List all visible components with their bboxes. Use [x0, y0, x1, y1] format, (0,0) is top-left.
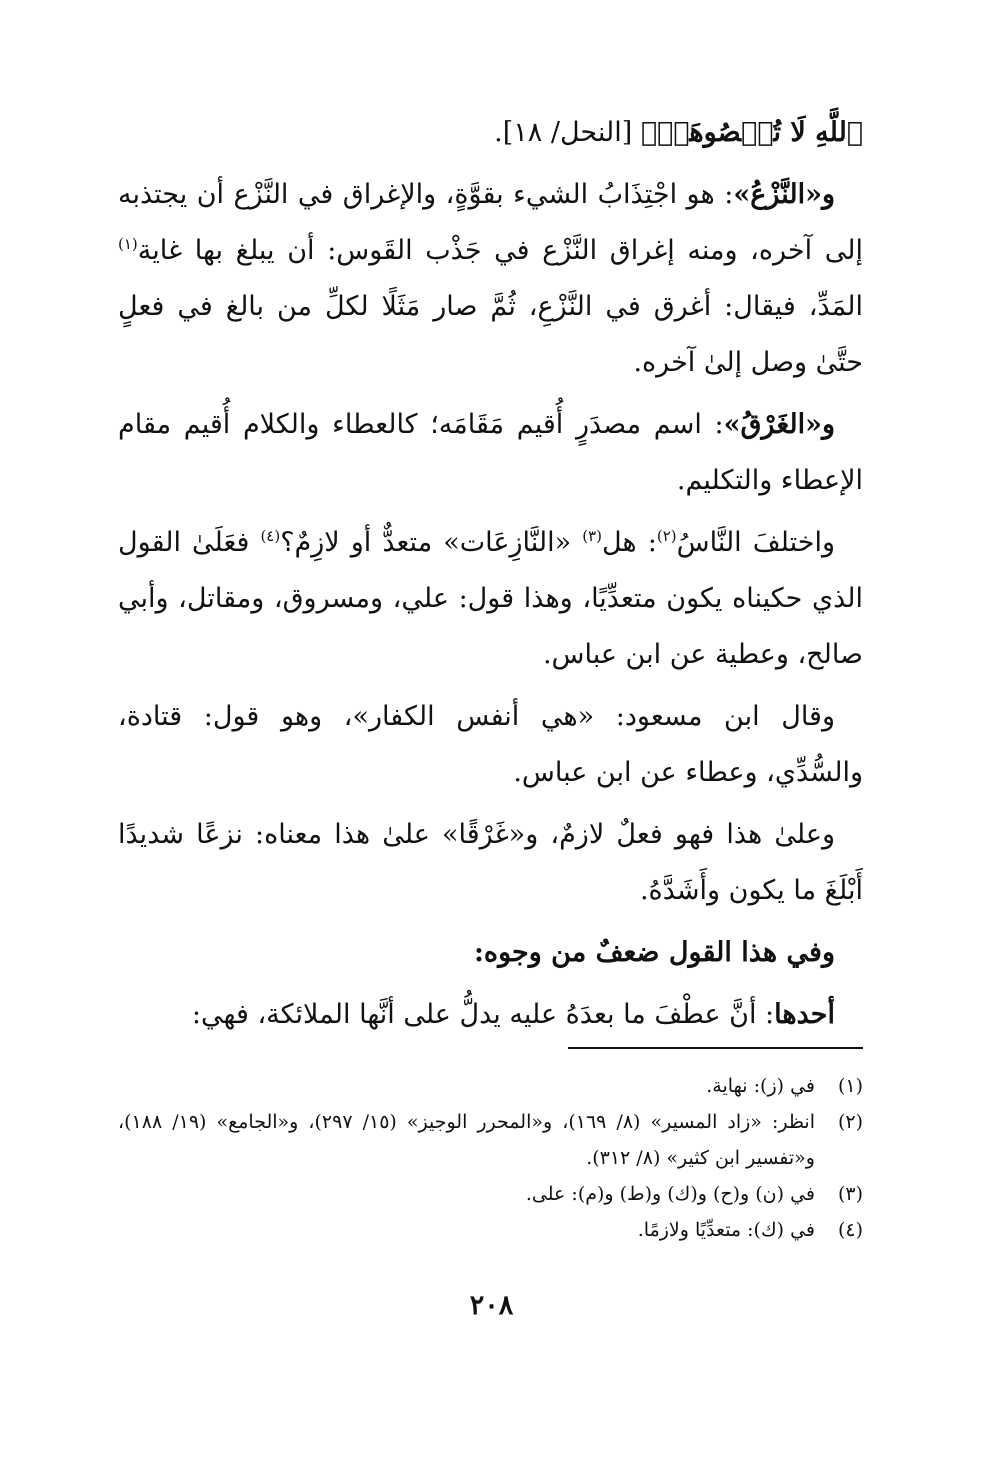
paragraph-text: المَدِّ، فيقال: أغرق في النَّزْعِ، ثُمَّ صار مَثَلًا لكلِّ من بالغ في فعلٍ حتَّىٰ وصل إلىٰ آخره. [118, 291, 863, 378]
main-text [118, 105, 863, 1049]
verse-reference: [النحل/ ١٨]. [494, 117, 641, 148]
paragraph-text: : أنَّ عطْفَ ما بعدَهُ عليه يدلُّ على أنَّها الملائكة، فهي: [191, 999, 775, 1030]
paragraph-text: فعَلَىٰ القول الذي حكيناه يكون متعدِّيًا، وهذا قول: علي، ومسروق، ومقاتل، وأبي صالح، وعطية عن ابن عباس. [118, 527, 863, 670]
paragraph-ibn-masud: وقال ابن مسعود: «هي أنفس الكفار»، وهو قول: قتادة، والسُّدِّي، وعطاء عن ابن عباس. [118, 701, 863, 788]
page-number: ٢٠٨ [469, 1290, 514, 1321]
term-naz: و«النَّزْعُ» [733, 179, 835, 210]
footnote-text: انظر: «زاد المسير» (٨/ ١٦٩)، و«المحرر الوجيز» (١٥/ ٢٩٧)، و«الجامع» (١٩/ ١٨٨)، و«تفسير ابن كثير» (٨/ ٣١٢). [118, 1111, 815, 1169]
paragraph-text: واختلفَ النَّاسُ [676, 527, 835, 558]
paragraph-lazim: وعلىٰ هذا فهو فعلٌ لازمٌ، و«غَرْقًا» علىٰ هذا معناه: نزعًا شديدًا أَبْلَغَ ما يكون وأَشَدَّهُ. [118, 819, 863, 906]
paragraph-ikhtilaf [118, 515, 863, 683]
footnote-separator [568, 1047, 863, 1049]
term-gharq: و«الغَرْقُ» [723, 409, 835, 440]
section-heading: وفي هذا القول ضعفٌ من وجوه: [473, 937, 835, 968]
paragraph-text: : هل [601, 527, 657, 558]
footnote-ref-1: (١) [118, 235, 138, 253]
verse-line [118, 105, 863, 161]
footnote-text: في (ك): متعدِّيًا ولازمًا. [637, 1219, 815, 1241]
footnote-number: (٤) [837, 1219, 863, 1241]
footnote-4 [118, 1212, 863, 1248]
footnote-ref-2: (٢) [656, 527, 677, 545]
footnote-3 [118, 1176, 863, 1212]
footnote-1 [118, 1068, 863, 1104]
footnote-ref-3: (٣) [582, 527, 602, 545]
footnote-number: (٢) [837, 1111, 863, 1133]
paragraph-gharq [118, 397, 863, 509]
paragraph-text: «النَّازِعَات» متعدٌّ أو لازِمٌ؟ [280, 527, 583, 558]
footnote-ref-4: (٤) [260, 527, 281, 545]
footnote-number: (٣) [837, 1183, 863, 1205]
paragraph-text: : هو اجْتِذَابُ الشيء بقوَّةٍ، والإغراق في النَّزْع أن يجتذبه إلى آخره، ومنه إغراق النَّزْع في جَذْب القَوس: أن يبلغ بها غاية [118, 179, 863, 266]
paragraph-first-reason [118, 987, 863, 1043]
footnote-text: في (ن) و(ح) و(ك) و(ط) و(م): على. [525, 1183, 815, 1205]
footnote-text: في (ز): نهاية. [706, 1075, 815, 1097]
paragraph-naz [118, 167, 863, 391]
paragraph-text: : اسم مصدَرٍ أُقيم مَقَامَه؛ كالعطاء والكلام أُقيم مقام الإعطاء والتكليم. [118, 409, 863, 496]
footnote-2 [118, 1104, 863, 1176]
footnotes [118, 1068, 863, 1248]
quran-verse: ٱللَّهِ لَا تُحۡصُوهَآۗ﴾ [640, 117, 863, 148]
footnote-number: (١) [837, 1075, 863, 1097]
term-first: أحدها [774, 999, 835, 1030]
